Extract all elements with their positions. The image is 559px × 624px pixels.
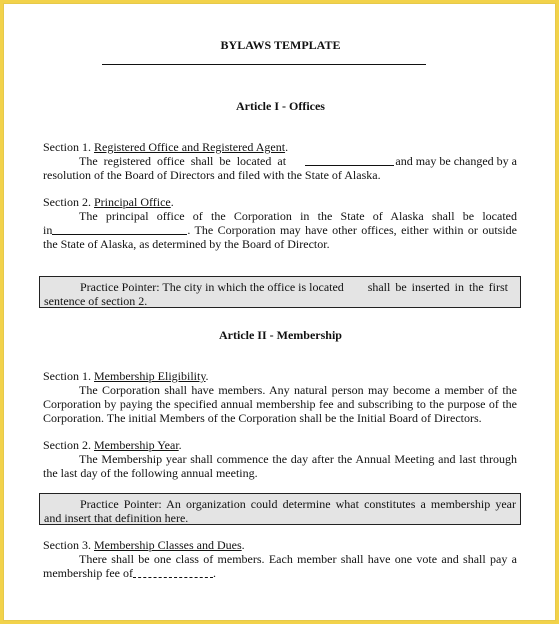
text: shall be inserted in the first	[367, 280, 508, 294]
section-prefix: Section 2.	[43, 438, 94, 452]
section-suffix: .	[178, 438, 182, 452]
pointer-line-1	[80, 280, 508, 294]
section-suffix: .	[205, 369, 209, 383]
text: and may be changed by a	[395, 154, 517, 168]
article-2-section-3-heading	[43, 538, 245, 552]
pointer-line-1: Practice Pointer: An organization could determine what constitutes a membership year	[80, 497, 516, 511]
section-suffix: .	[241, 538, 245, 552]
article-2-section-1-line-2: Corporation by paying the specified annual membership fee and subscribing to the purpose of the	[43, 397, 517, 411]
article-1-section-2-heading	[43, 195, 174, 209]
practice-pointer-box-2	[39, 493, 521, 525]
article-2-section-2-heading	[43, 438, 182, 452]
text: in	[43, 223, 53, 237]
section-prefix: Section 2.	[43, 195, 94, 209]
article-1-section-1-line-1	[79, 154, 517, 168]
article-2-section-3-line-1: There shall be one class of members. Each member shall have one vote and shall pay a	[79, 552, 517, 566]
section-title: Membership Year	[94, 438, 179, 452]
article-1-section-1-line-2: resolution of the Board of Directors and filed with the State of Alaska.	[43, 168, 381, 182]
article-2-section-1-line-3: Corporation. The initial Members of the Corporation shall be the Initial Board of Directors.	[43, 411, 482, 425]
section-prefix: Section 1.	[43, 369, 94, 383]
document-page	[3, 3, 556, 621]
section-title: Membership Classes and Dues	[94, 538, 242, 552]
article-1-section-2-line-3: the State of Alaska, as determined by the Board of Director.	[43, 237, 330, 251]
article-2-section-1-line-1: The Corporation shall have members. Any natural person may become a member of the	[79, 383, 517, 397]
section-prefix: Section 3.	[43, 538, 94, 552]
article-2-section-1-heading	[43, 369, 209, 383]
section-title: Registered Office and Registered Agent	[94, 140, 286, 154]
text: .	[212, 566, 216, 580]
practice-pointer-box-1	[39, 276, 521, 308]
pointer-line-2: and insert that definition here.	[44, 511, 189, 525]
section-suffix: .	[170, 195, 174, 209]
membership-fee-blank	[133, 566, 213, 578]
section-title: Principal Office	[94, 195, 171, 209]
article-2-section-2-line-1: The Membership year shall commence the day after the Annual Meeting and last through	[79, 452, 517, 466]
section-suffix: .	[285, 140, 289, 154]
text: membership fee of	[43, 566, 133, 580]
article-2-heading: Article II - Membership	[219, 328, 342, 342]
principal-office-blank	[52, 223, 187, 235]
article-1-heading: Article I - Offices	[236, 99, 325, 113]
text: . The Corporation may have other offices, either within or outside	[187, 223, 517, 237]
section-title: Membership Eligibility	[94, 369, 206, 383]
text: Practice Pointer: The city in which the office is located	[80, 280, 344, 294]
article-1-section-1-heading	[43, 140, 288, 154]
pointer-line-2: sentence of section 2.	[44, 294, 148, 308]
title-underline	[102, 64, 426, 65]
article-1-section-2-line-2	[43, 223, 517, 237]
document-title: BYLAWS TEMPLATE	[220, 38, 341, 52]
article-2-section-2-line-2: the last day of the following annual meeting.	[43, 466, 258, 480]
text: The registered office shall be located at	[79, 154, 287, 168]
article-2-section-3-line-2	[43, 566, 216, 580]
article-1-section-2-line-1: The principal office of the Corporation in the State of Alaska shall be located	[79, 209, 517, 223]
section-prefix: Section 1.	[43, 140, 94, 154]
office-location-blank	[305, 154, 394, 166]
